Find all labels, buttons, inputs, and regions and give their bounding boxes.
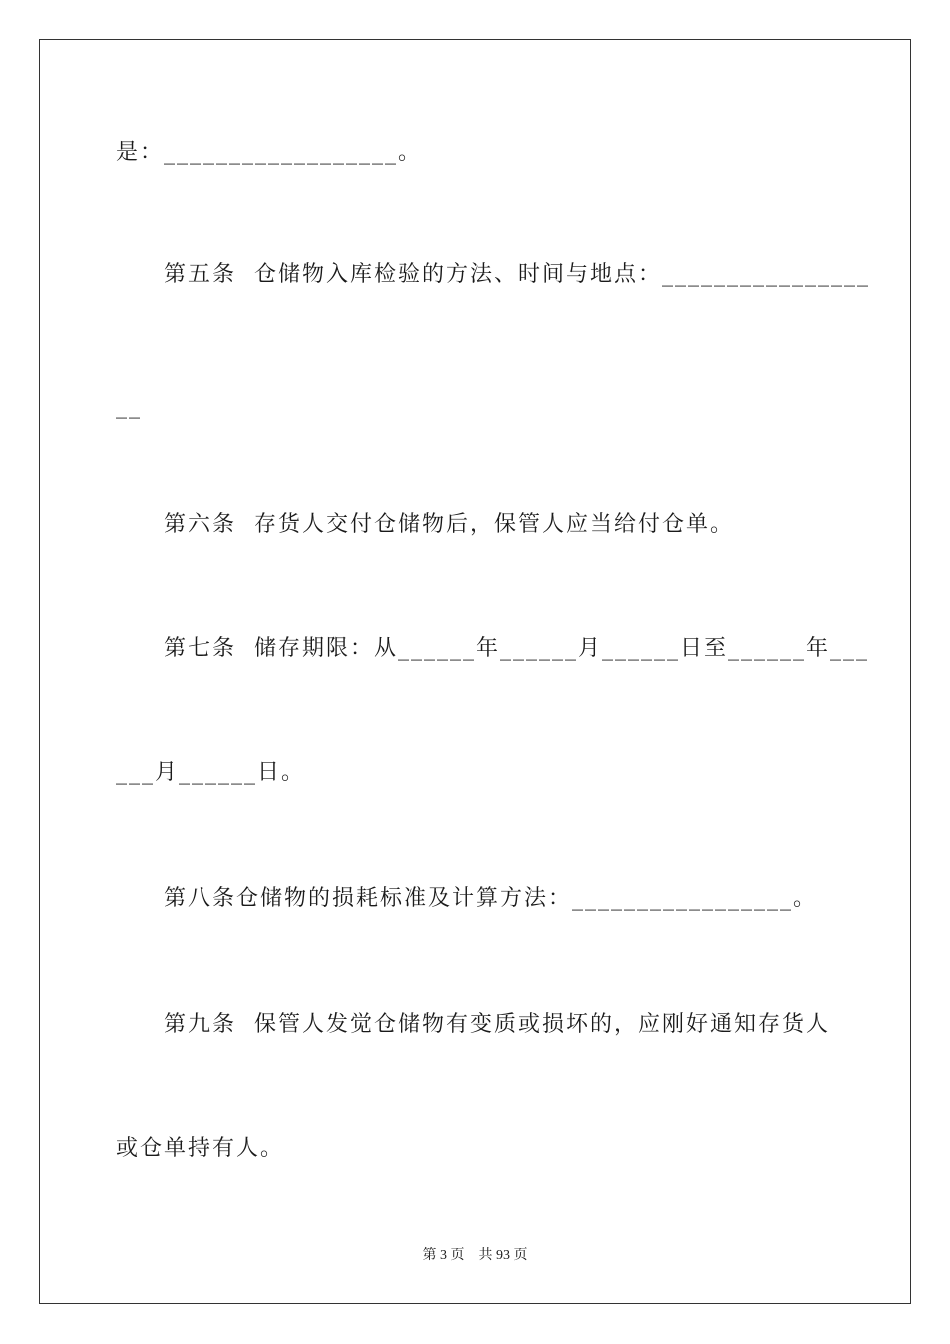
clause-7-continuation: ___月______日。	[116, 760, 306, 785]
clause-8: 第八条仓储物的损耗标准及计算方法：_________________。	[164, 886, 818, 911]
clause-9: 第九条 保管人发觉仓储物有变质或损坏的，应刚好通知存货人	[164, 1012, 830, 1037]
clause-9-continuation: 或仓单持有人。	[116, 1136, 285, 1161]
clause-6: 第六条 存货人交付仓储物后，保管人应当给付仓单。	[164, 512, 734, 537]
clause-7: 第七条 储存期限：从______年______月______日至______年___	[164, 636, 869, 661]
clause-5-continuation: __	[116, 394, 142, 419]
page-number-footer: 第 3 页 共 93 页	[422, 1248, 528, 1263]
clause-5: 第五条 仓储物入库检验的方法、时间与地点：________________	[164, 262, 870, 287]
page-border	[39, 39, 911, 1304]
clause-4-continuation: 是：__________________。	[116, 140, 423, 165]
